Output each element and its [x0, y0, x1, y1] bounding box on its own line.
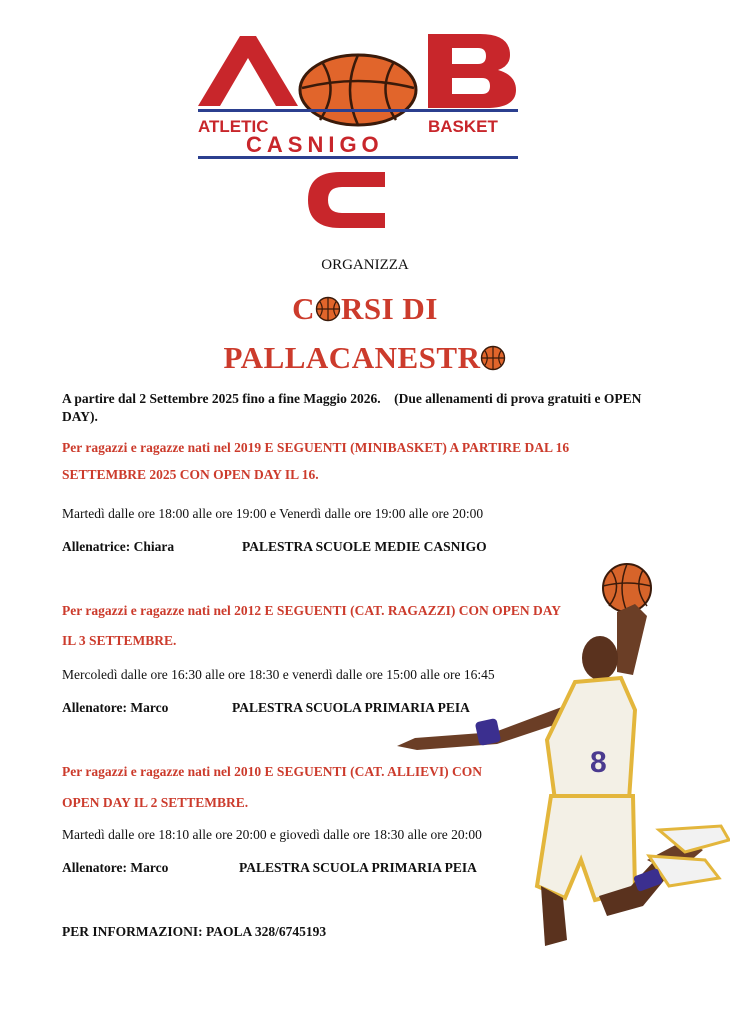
title-line-2	[0, 340, 730, 376]
group-3-line-1: Per ragazzi e ragazze nati nel 2010 E SEGUENTI (CAT. ALLIEVI) CON	[62, 764, 482, 779]
intro-dates: A partire dal 2 Settembre 2025 fino a fine Maggio 2026.	[62, 391, 381, 406]
group-3-gym: PALESTRA SCUOLA PRIMARIA PEIA	[239, 860, 477, 875]
organizza-heading: ORGANIZZA	[321, 257, 409, 273]
group-1-coach: Allenatrice: Chiara	[62, 539, 175, 554]
group-1-gym: PALESTRA SCUOLE MEDIE CASNIGO	[242, 539, 487, 554]
group-2-gym: PALESTRA SCUOLA PRIMARIA PEIA	[232, 700, 470, 715]
logo-atletic: ATLETIC	[198, 117, 269, 136]
group-1-line-1: Per ragazzi e ragazze nati nel 2019 E SEGUENTI (MINIBASKET) A PARTIRE DAL 16	[62, 440, 570, 455]
contact-info: PER INFORMAZIONI: PAOLA 328/6745193	[62, 924, 327, 939]
group-1-schedule: Martedì dalle ore 18:00 alle ore 19:00 e Venerdì dalle ore 19:00 alle ore 20:00	[62, 506, 484, 521]
title-letter-c: C	[292, 291, 315, 326]
logo-basket: BASKET	[428, 117, 498, 136]
basketball-player-image	[385, 560, 730, 955]
title-corsi-di: RSI DI	[340, 291, 438, 326]
group-1-line-2: SETTEMBRE 2025 CON OPEN DAY IL 16.	[62, 467, 319, 482]
basketball-icon	[480, 343, 506, 369]
group-2-coach: Allenatore: Marco	[62, 700, 169, 715]
title-pallacanestro: PALLACANESTR	[223, 340, 481, 375]
title-line-1	[0, 291, 730, 327]
intro-trial-note: (Due allenamenti di prova gratuiti e OPEN DAY).	[62, 391, 642, 424]
group-2-line-2: IL 3 SETTEMBRE.	[62, 633, 177, 648]
group-2-line-1: Per ragazzi e ragazze nati nel 2012 E SEGUENTI (CAT. RAGAZZI) CON OPEN DAY	[62, 603, 561, 618]
intro-paragraph	[62, 390, 662, 426]
group-3-line-2: OPEN DAY IL 2 SETTEMBRE.	[62, 795, 249, 810]
group-3-schedule: Martedì dalle ore 18:10 alle ore 20:00 e giovedì dalle ore 18:30 alle ore 20:00	[62, 827, 482, 842]
player-basketball-icon	[603, 564, 651, 612]
jersey-number: 8	[590, 746, 607, 779]
logo-casnigo: CASNIGO	[246, 132, 384, 157]
group-2-schedule: Mercoledì dalle ore 16:30 alle ore 18:30 e venerdì dalle ore 15:00 alle ore 16:45	[62, 667, 495, 682]
logo-basketball-icon	[300, 55, 416, 125]
group-3-coach: Allenatore: Marco	[62, 860, 169, 875]
basketball-icon	[315, 294, 341, 320]
abc-logo	[190, 28, 525, 233]
